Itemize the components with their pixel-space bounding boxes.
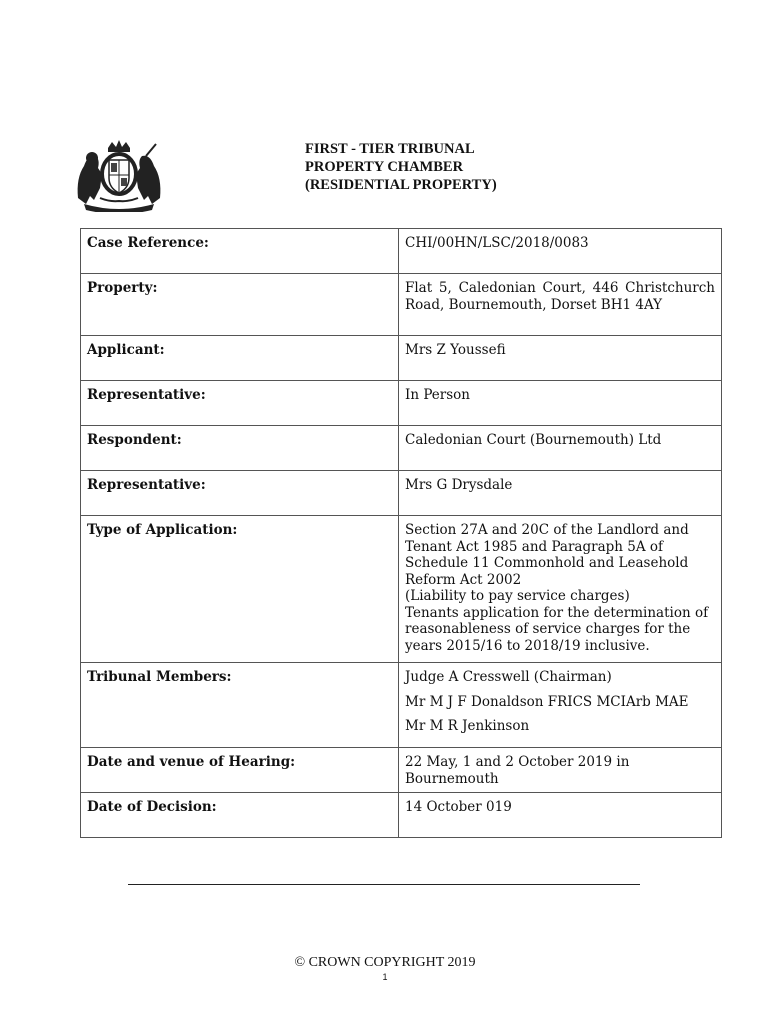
decision-date-value: 14 October 019 [399, 793, 722, 838]
row-label: Case Reference: [81, 229, 399, 274]
application-liability: (Liability to pay service charges) [405, 588, 630, 604]
table-row [81, 229, 722, 274]
row-label: Respondent: [81, 426, 399, 471]
case-details-table [80, 228, 722, 838]
table-row [81, 516, 722, 663]
tribunal-members-value [399, 663, 722, 748]
table-row [81, 336, 722, 381]
row-label: Date of Decision: [81, 793, 399, 838]
row-label: Property: [81, 274, 399, 336]
respondent-representative-value: Mrs G Drysdale [399, 471, 722, 516]
member-surveyor: Mr M J F Donaldson FRICS MCIArb MAE [405, 693, 689, 710]
royal-coat-of-arms-icon [70, 138, 168, 212]
table-row [81, 471, 722, 516]
table-row [81, 426, 722, 471]
case-reference-value: CHI/00HN/LSC/2018/0083 [399, 229, 722, 274]
application-statute: Section 27A and 20C of the Landlord and Tenant Act 1985 and Paragraph 5A of Schedule 11 Commonhold and Leasehold Reform Act 2002 [405, 522, 689, 588]
row-label: Representative: [81, 381, 399, 426]
hearing-date-value: 22 May, 1 and 2 October 2019 in Bournemouth [399, 748, 722, 793]
member-lay: Mr M R Jenkinson [405, 718, 530, 734]
table-row [81, 381, 722, 426]
row-label: Applicant: [81, 336, 399, 381]
heading-line-residential: (RESIDENTIAL PROPERTY) [305, 177, 497, 193]
copyright-notice: © CROWN COPYRIGHT 2019 [294, 955, 476, 970]
row-label: Representative: [81, 471, 399, 516]
table-row [81, 793, 722, 838]
horizontal-rule [128, 884, 640, 885]
page-number: 1 [382, 972, 388, 982]
application-description: Tenants application for the determination of reasonableness of service charges for the years 2015/16 to 2018/19 inclusive. [405, 604, 709, 654]
heading-line-chamber: PROPERTY CHAMBER [305, 159, 464, 175]
table-row [81, 663, 722, 748]
table-row [81, 274, 722, 336]
applicant-value: Mrs Z Youssefi [399, 336, 722, 381]
row-label: Date and venue of Hearing: [81, 748, 399, 793]
respondent-value: Caledonian Court (Bournemouth) Ltd [399, 426, 722, 471]
row-label: Type of Application: [81, 516, 399, 663]
heading-line-tribunal: FIRST - TIER TRIBUNAL [305, 141, 475, 157]
row-label: Tribunal Members: [81, 663, 399, 748]
table-row [81, 748, 722, 793]
application-type-value [399, 516, 722, 663]
member-chairman: Judge A Cresswell (Chairman) [405, 669, 612, 685]
property-value: Flat 5, Caledonian Court, 446 Christchurch Road, Bournemouth, Dorset BH1 4AY [399, 274, 722, 336]
tribunal-heading [305, 140, 497, 194]
applicant-representative-value: In Person [399, 381, 722, 426]
